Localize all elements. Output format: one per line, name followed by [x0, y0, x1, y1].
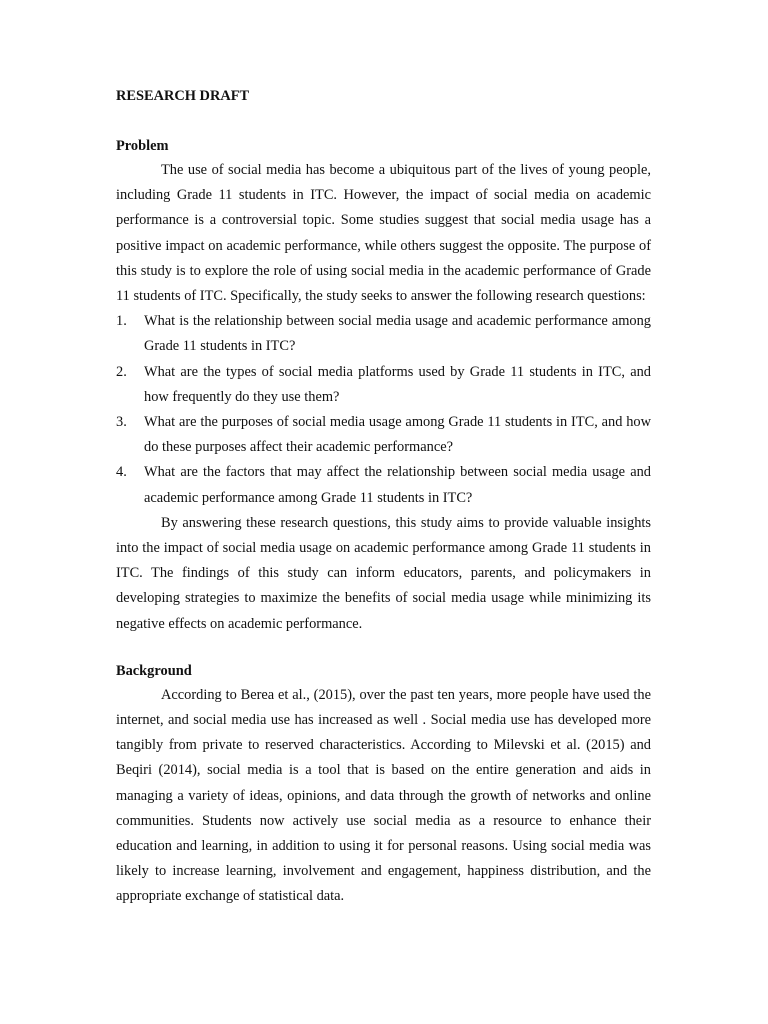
list-item: [116, 360, 651, 410]
problem-intro-paragraph: The use of social media has become a ubiquitous part of the lives of young people, including Grade 11 students in ITC. However, the impact of social media on academic performance is a controversial topic. Some studies suggest that social media usage has a positive impact on academic performance, while others suggest the opposite. The purpose of this study is to explore the role of using social media in the academic performance of Grade 11 students of ITC. Specifically, the study seeks to answer the following research questions:: [116, 162, 651, 305]
problem-heading: Problem: [116, 138, 169, 154]
list-item-text: What are the types of social media platforms used by Grade 11 students in ITC, and how frequently do they use them?: [144, 363, 651, 405]
list-item-number: 4.: [116, 464, 127, 481]
list-item-number: 3.: [116, 414, 127, 431]
list-item-number: 1.: [116, 313, 127, 330]
list-item-text: What is the relationship between social media usage and academic performance among Grade 11 students in ITC?: [144, 313, 651, 355]
list-item-number: 2.: [116, 363, 127, 380]
list-item: [116, 309, 651, 359]
list-item: [116, 410, 651, 460]
problem-conclusion-paragraph: By answering these research questions, this study aims to provide valuable insights into the impact of social media usage on academic performance among Grade 11 students in ITC. The findings of this study can inform educators, parents, and policymakers in developing strategies to maximize the benefits of social media usage while minimizing its negative effects on academic performance.: [116, 514, 651, 632]
background-heading: Background: [116, 662, 192, 679]
list-item-text: What are the factors that may affect the relationship between social media usage and academic performance among Grade 11 students in ITC?: [144, 464, 651, 506]
list-item-text: What are the purposes of social media usage among Grade 11 students in ITC, and how do these purposes affect their academic performance?: [144, 414, 651, 456]
list-item: [116, 460, 651, 510]
document-title: RESEARCH DRAFT: [116, 88, 250, 104]
document-body: [116, 86, 651, 910]
background-paragraph: According to Berea et al., (2015), over the past ten years, more people have used the internet, and social media use has increased as well . Social media use has developed more tangibly from private to reserved characteristics. According to Milevski et al. (2015) and Beqiri (2014), social media is a tool that is based on the entire generation and aids in managing a variety of ideas, opinions, and data through the growth of networks and online communities. Students now actively use social media as a resource to enhance their education and learning, in addition to using it for personal reasons. Using social media was likely to increase learning, involvement and engagement, happiness distribution, and the appropriate exchange of statistical data.: [116, 686, 651, 905]
research-questions-list: [116, 309, 651, 511]
